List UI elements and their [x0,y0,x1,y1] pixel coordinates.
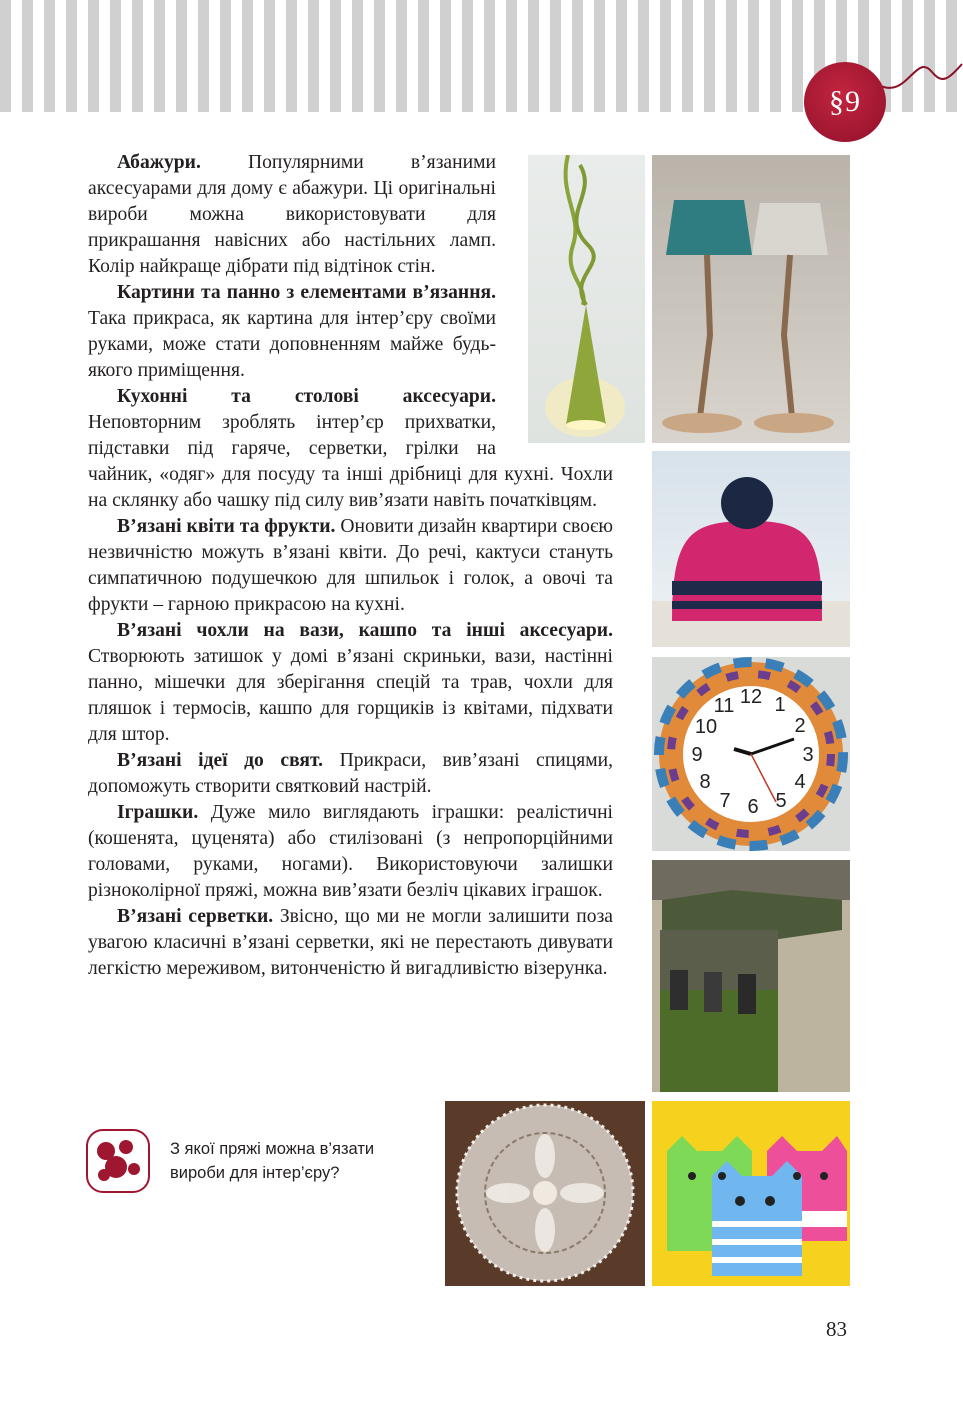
clock-numeral: 9 [691,744,703,766]
clock-numeral: 1 [774,694,786,716]
paragraph-flowers: В’язані квіти та фрукти. Оновити дизайн квартири своєю незвичністю можуть в’язані квіти. До речі, кактуси стануть симпатичною подушечкою для шпильок і голок, а овочі та фрукти – гарною прикрасою на кухні. [88,516,613,615]
clock-numeral: 10 [694,716,718,738]
clock-numeral: 5 [775,790,787,812]
photo-lace-doily [445,1101,645,1286]
photo-pendant-lamp [528,155,645,443]
clock-numeral: 11 [713,695,735,717]
paragraph-lampshades: Абажури. Популярними в’язаними аксесуарами для дому є абажури. Ці оригінальні вироби можна використовувати для прикрашання навісних або настільних ламп. Колір найкраще дібрати під відтінок стін. [88,152,496,277]
paragraph-pictures: Картини та панно з елементами в’язання. Така прикраса, як картина для інтер’єру своїми руками, може стати доповненням майже будь-якого приміщення. [88,282,496,381]
paragraph-holidays: В’язані ідеї до свят. Прикраси, вив’язані спицями, допоможуть створити святковий настрій. [88,750,613,797]
clock-numeral: 3 [802,744,814,766]
paragraph-kitchen: Кухонні та столові аксесуари. Неповторним зроблять інтер’єр прихватки, підставки під гаряче, серветки, грілки на чайник, «одяг» для посуду та інші дрібниці для кухні. Чохли на склянку або чашку під силу вив’язати навіть початківцям. [88,386,613,511]
photo-knitted-cats [652,1101,850,1286]
paragraph-toys: Іграшки. Дуже мило виглядають іграшки: реалістичні (кошенята, цуценята) або стилізовані (з непропорційними головами, руками, ногами). Використовуючи залишки різноколірної пряжі, можна вив’язати безліч цікавих іграшок. [88,802,613,901]
clock-numeral: 8 [699,771,711,793]
photo-tea-cosy [652,451,850,647]
paragraph-covers: В’язані чохли на вази, кашпо та інші аксесуари. Створюють затишок у домі в’язані скриньки, вази, настінні панно, мішечки для зберігання спецій та трав, чохли для пляшок і термосів, кашпо для горщиків із квітами, підхвати для штор. [88,620,613,745]
clock-numeral: 6 [747,796,759,818]
clock-numeral: 2 [794,715,806,737]
clock-numeral: 4 [794,771,806,793]
photo-table-lamps [652,155,850,443]
paragraph-napkins: В’язані серветки. Звісно, що ми не могли залишити поза увагою класичні в’язані серветки, які не перестають дивувати легкістю мереживом, витонченістю й вигадливістю візерунка. [88,906,613,979]
photo-sofa-organizer [652,860,850,1092]
page-number: 83 [826,1317,847,1341]
section-badge: §9 [804,62,886,142]
clock-numeral: 12 [739,686,763,708]
clock-numeral: 7 [719,790,731,812]
review-question: З якої пряжі можна в’язати вироби для інтер’єру? [170,1140,375,1182]
question-icon [86,1129,150,1193]
photo-knitted-clock [652,657,850,851]
